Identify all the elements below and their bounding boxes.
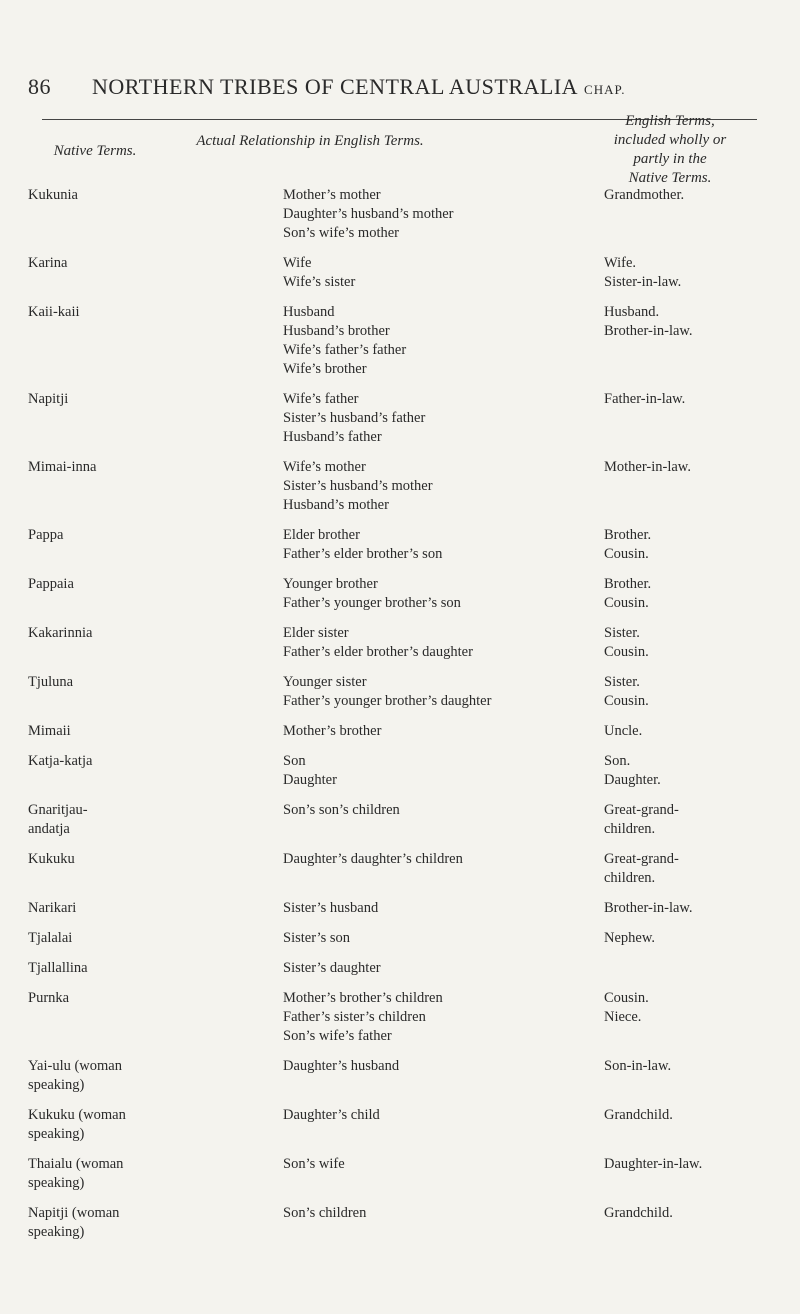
- english-term-line: Niece.: [604, 1009, 642, 1025]
- actual-relationship-cell: [283, 801, 573, 820]
- english-term-line: Brother.: [604, 576, 652, 592]
- english-term-cell: [604, 673, 794, 711]
- english-term-line: Grandchild.: [604, 1205, 673, 1221]
- table-row: [0, 526, 800, 575]
- native-term-cell: [28, 1057, 268, 1095]
- native-term-line: Kukunia: [28, 187, 78, 203]
- english-term-line: Brother.: [604, 527, 652, 543]
- column-header-line: included wholly or: [613, 132, 727, 148]
- english-term-cell: [604, 575, 794, 613]
- table-row: [0, 722, 800, 752]
- table-row: [0, 254, 800, 303]
- column-header-line: partly in the: [633, 151, 707, 167]
- actual-relationship-cell: [283, 254, 573, 292]
- kinship-table: [0, 186, 800, 1253]
- actual-relationship-line: Wife’s father: [283, 391, 359, 407]
- english-term-line: Nephew.: [604, 930, 655, 946]
- table-row: [0, 186, 800, 254]
- english-term-line: children.: [604, 821, 656, 837]
- native-term-cell: [28, 254, 268, 273]
- actual-relationship-line: Sister’s husband’s father: [283, 410, 426, 426]
- table-row: [0, 752, 800, 801]
- actual-relationship-cell: [283, 850, 573, 869]
- actual-relationship-cell: [283, 186, 573, 243]
- english-term-line: Cousin.: [604, 693, 649, 709]
- native-term-line: speaking): [28, 1077, 85, 1093]
- actual-relationship-line: Husband’s father: [283, 429, 382, 445]
- actual-relationship-cell: [283, 929, 573, 948]
- running-title: NORTHERN TRIBES OF CENTRAL AUSTRALIA: [92, 74, 579, 99]
- native-term-line: Kukuku (woman: [28, 1107, 126, 1123]
- english-term-line: Son.: [604, 753, 631, 769]
- actual-relationship-line: Sister’s husband’s mother: [283, 478, 433, 494]
- actual-relationship-line: Son’s children: [283, 1205, 367, 1221]
- native-term-line: Purnka: [28, 990, 70, 1006]
- table-row: [0, 801, 800, 850]
- english-term-cell: [604, 624, 794, 662]
- actual-relationship-line: Elder brother: [283, 527, 360, 543]
- page-number: 86: [28, 74, 51, 99]
- english-term-line: Grandmother.: [604, 187, 685, 203]
- column-header-actual-relationship: Actual Relationship in English Terms.: [196, 133, 424, 149]
- actual-relationship-cell: [283, 673, 573, 711]
- native-term-cell: [28, 752, 268, 771]
- actual-relationship-line: Father’s younger brother’s son: [283, 595, 461, 611]
- english-term-line: Cousin.: [604, 595, 649, 611]
- table-row: [0, 624, 800, 673]
- table-row: [0, 1057, 800, 1106]
- english-term-line: Great-grand-: [604, 851, 679, 867]
- native-term-line: speaking): [28, 1126, 85, 1142]
- actual-relationship-line: Wife’s father’s father: [283, 342, 407, 358]
- actual-relationship-line: Son’s son’s children: [283, 802, 400, 818]
- table-row: [0, 303, 800, 390]
- english-term-line: Wife.: [604, 255, 637, 271]
- english-term-line: Sister-in-law.: [604, 274, 682, 290]
- actual-relationship-line: Wife: [283, 255, 312, 271]
- native-term-cell: [28, 899, 268, 918]
- actual-relationship-line: Elder sister: [283, 625, 349, 641]
- actual-relationship-line: Father’s elder brother’s son: [283, 546, 443, 562]
- native-term-line: Tjallallina: [28, 960, 88, 976]
- english-term-cell: [604, 752, 794, 790]
- english-term-line: Cousin.: [604, 990, 649, 1006]
- actual-relationship-line: Husband’s mother: [283, 497, 389, 513]
- english-term-line: Grandchild.: [604, 1107, 673, 1123]
- actual-relationship-line: Younger brother: [283, 576, 378, 592]
- english-term-cell: [604, 526, 794, 564]
- native-term-line: Pappa: [28, 527, 64, 543]
- table-row: [0, 575, 800, 624]
- actual-relationship-line: Wife’s sister: [283, 274, 356, 290]
- english-term-cell: [604, 929, 794, 948]
- english-term-line: Sister.: [604, 674, 640, 690]
- actual-relationship-line: Younger sister: [283, 674, 367, 690]
- actual-relationship-line: Daughter: [283, 772, 337, 788]
- native-term-cell: [28, 303, 268, 322]
- english-term-cell: [604, 186, 794, 205]
- actual-relationship-line: Wife’s brother: [283, 361, 367, 377]
- english-term-cell: [604, 1106, 794, 1125]
- actual-relationship-line: Son: [283, 753, 306, 769]
- native-term-line: speaking): [28, 1224, 85, 1240]
- native-term-line: Kaii-kaii: [28, 304, 80, 320]
- table-row: [0, 1155, 800, 1204]
- actual-relationship-cell: [283, 752, 573, 790]
- english-term-line: Brother-in-law.: [604, 900, 693, 916]
- table-row: [0, 989, 800, 1057]
- english-term-cell: [604, 303, 794, 341]
- native-term-line: Yai-ulu (woman: [28, 1058, 122, 1074]
- actual-relationship-line: Wife’s mother: [283, 459, 366, 475]
- column-header-line: Native Terms.: [628, 170, 712, 186]
- native-term-cell: [28, 801, 268, 839]
- english-term-line: children.: [604, 870, 656, 886]
- english-term-line: Husband.: [604, 304, 660, 320]
- english-term-line: Daughter-in-law.: [604, 1156, 703, 1172]
- actual-relationship-cell: [283, 575, 573, 613]
- actual-relationship-cell: [283, 1057, 573, 1076]
- english-term-line: Uncle.: [604, 723, 643, 739]
- table-row: [0, 673, 800, 722]
- english-term-cell: [604, 801, 794, 839]
- native-term-line: Kukuku: [28, 851, 75, 867]
- native-term-cell: [28, 673, 268, 692]
- native-term-cell: [28, 850, 268, 869]
- actual-relationship-line: Father’s elder brother’s daughter: [283, 644, 473, 660]
- running-header: [28, 74, 768, 100]
- actual-relationship-line: Daughter’s husband’s mother: [283, 206, 454, 222]
- actual-relationship-line: Mother’s brother’s children: [283, 990, 443, 1006]
- native-term-line: andatja: [28, 821, 70, 837]
- actual-relationship-cell: [283, 899, 573, 918]
- native-term-cell: [28, 1155, 268, 1193]
- native-term-cell: [28, 1204, 268, 1242]
- native-term-line: Napitji (woman: [28, 1205, 120, 1221]
- column-header-native-terms: Native Terms.: [53, 143, 137, 159]
- native-term-line: Pappaia: [28, 576, 74, 592]
- english-term-cell: [604, 1057, 794, 1076]
- actual-relationship-cell: [283, 989, 573, 1046]
- actual-relationship-line: Mother’s mother: [283, 187, 381, 203]
- chapter-abbrev: CHAP.: [584, 82, 626, 97]
- native-term-cell: [28, 929, 268, 948]
- actual-relationship-cell: [283, 959, 573, 978]
- native-term-cell: [28, 526, 268, 545]
- native-term-line: Katja-katja: [28, 753, 93, 769]
- table-row: [0, 1204, 800, 1253]
- actual-relationship-line: Son’s wife: [283, 1156, 345, 1172]
- native-term-line: Kakarinnia: [28, 625, 93, 641]
- english-term-line: Brother-in-law.: [604, 323, 693, 339]
- table-row: [0, 959, 800, 989]
- native-term-line: Mimai-inna: [28, 459, 97, 475]
- native-term-cell: [28, 959, 268, 978]
- native-term-cell: [28, 575, 268, 594]
- english-term-cell: [604, 458, 794, 477]
- actual-relationship-cell: [283, 390, 573, 447]
- actual-relationship-cell: [283, 1204, 573, 1223]
- actual-relationship-line: Husband: [283, 304, 335, 320]
- english-term-cell: [604, 989, 794, 1027]
- native-term-cell: [28, 186, 268, 205]
- column-header-english-terms: [560, 112, 780, 188]
- english-term-cell: [604, 899, 794, 918]
- native-term-line: Mimaii: [28, 723, 71, 739]
- english-term-line: Father-in-law.: [604, 391, 686, 407]
- english-term-cell: [604, 254, 794, 292]
- native-term-line: Narikari: [28, 900, 77, 916]
- actual-relationship-cell: [283, 526, 573, 564]
- english-term-line: Cousin.: [604, 546, 649, 562]
- native-term-line: Thaialu (woman: [28, 1156, 124, 1172]
- table-row: [0, 929, 800, 959]
- actual-relationship-cell: [283, 1155, 573, 1174]
- native-term-cell: [28, 624, 268, 643]
- column-header-line: English Terms,: [625, 113, 715, 129]
- native-term-cell: [28, 1106, 268, 1144]
- table-row: [0, 1106, 800, 1155]
- native-term-line: Tjalalai: [28, 930, 73, 946]
- native-term-cell: [28, 722, 268, 741]
- native-term-line: Napitji: [28, 391, 69, 407]
- actual-relationship-cell: [283, 458, 573, 515]
- table-row: [0, 850, 800, 899]
- table-row: [0, 458, 800, 526]
- english-term-cell: [604, 1204, 794, 1223]
- english-term-line: Great-grand-: [604, 802, 679, 818]
- actual-relationship-cell: [283, 1106, 573, 1125]
- actual-relationship-cell: [283, 303, 573, 379]
- actual-relationship-cell: [283, 722, 573, 741]
- actual-relationship-line: Father’s sister’s children: [283, 1009, 426, 1025]
- actual-relationship-cell: [283, 624, 573, 662]
- actual-relationship-line: Daughter’s child: [283, 1107, 380, 1123]
- actual-relationship-line: Sister’s son: [283, 930, 351, 946]
- actual-relationship-line: Son’s wife’s father: [283, 1028, 392, 1044]
- english-term-line: Son-in-law.: [604, 1058, 672, 1074]
- english-term-line: Cousin.: [604, 644, 649, 660]
- actual-relationship-line: Sister’s daughter: [283, 960, 381, 976]
- actual-relationship-line: Daughter’s daughter’s children: [283, 851, 463, 867]
- english-term-cell: [604, 1155, 794, 1174]
- actual-relationship-line: Son’s wife’s mother: [283, 225, 399, 241]
- native-term-line: speaking): [28, 1175, 85, 1191]
- actual-relationship-line: Father’s younger brother’s daughter: [283, 693, 492, 709]
- native-term-line: Karina: [28, 255, 68, 271]
- english-term-cell: [604, 390, 794, 409]
- native-term-cell: [28, 390, 268, 409]
- native-term-line: Tjuluna: [28, 674, 74, 690]
- actual-relationship-line: Daughter’s husband: [283, 1058, 400, 1074]
- native-term-cell: [28, 989, 268, 1008]
- table-row: [0, 899, 800, 929]
- english-term-cell: [604, 850, 794, 888]
- english-term-line: Mother-in-law.: [604, 459, 691, 475]
- native-term-line: Gnaritjau-: [28, 802, 88, 818]
- actual-relationship-line: Sister’s husband: [283, 900, 379, 916]
- english-term-cell: [604, 722, 794, 741]
- english-term-line: Daughter.: [604, 772, 661, 788]
- native-term-cell: [28, 458, 268, 477]
- english-term-line: Sister.: [604, 625, 640, 641]
- actual-relationship-line: Mother’s brother: [283, 723, 382, 739]
- actual-relationship-line: Husband’s brother: [283, 323, 390, 339]
- table-row: [0, 390, 800, 458]
